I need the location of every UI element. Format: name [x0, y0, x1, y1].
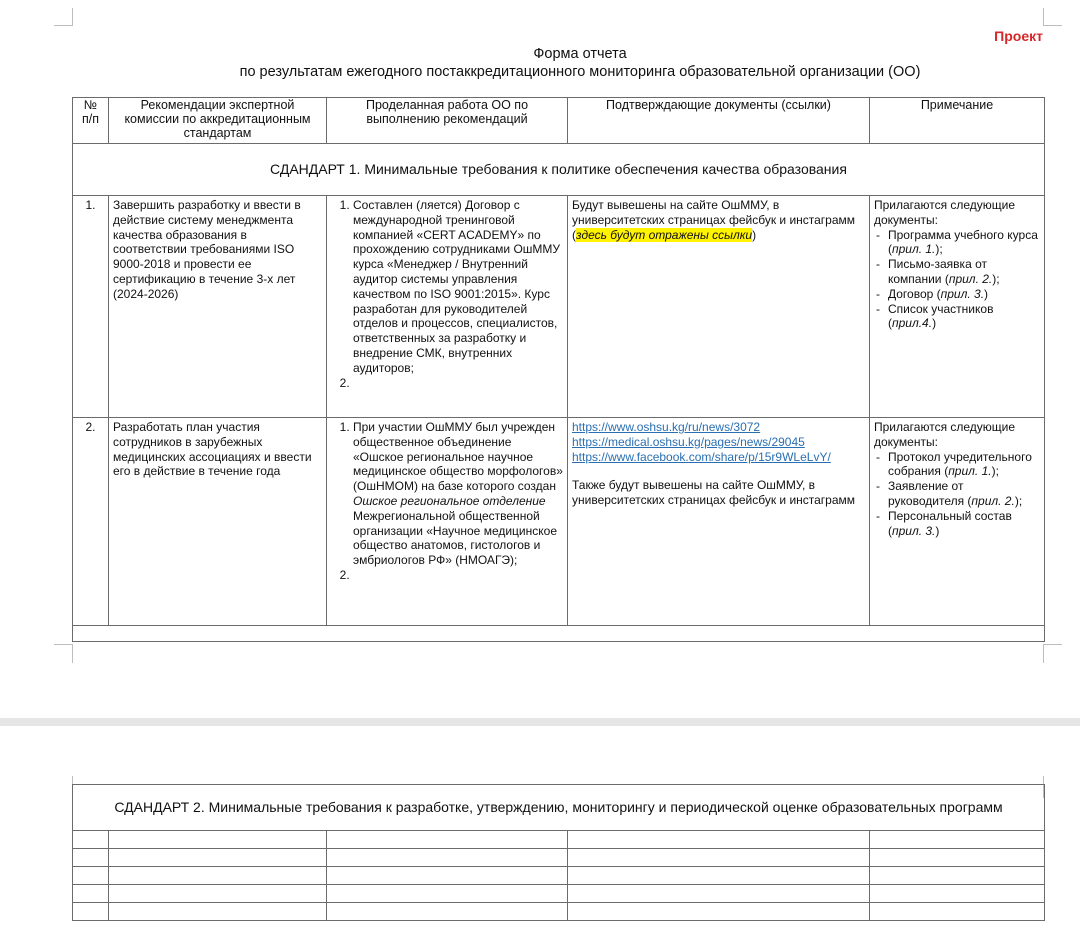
note-item: - Письмо-заявка от компании (прил. 2.); — [888, 257, 1040, 287]
row-number: 1. — [73, 196, 109, 418]
table-header-row — [73, 98, 1045, 144]
header-notes: Примечание — [870, 98, 1045, 144]
note-item: - Заявление от руководителя (прил. 2.); — [888, 479, 1040, 509]
documents-cell: Будут вывешены на сайте ОшММУ, в университетских страницах фейсбук и инстаграмм (здесь будут отражены ссылки) — [568, 196, 870, 418]
documents-text: Будут вывешены на сайте ОшММУ, в университетских страницах фейсбук и инстаграмм — [572, 198, 856, 227]
table-row — [73, 849, 1045, 867]
document-link[interactable]: https://www.oshsu.kg/ru/news/3072 — [572, 420, 761, 434]
note-item: - Договор (прил. 3.) — [888, 287, 1040, 302]
table-row — [73, 831, 1045, 849]
table-row — [73, 885, 1045, 903]
table-row — [73, 196, 1045, 418]
work-done-item-empty — [353, 568, 563, 583]
standard-2-title: СДАНДАРТ 2. Минимальные требования к разработке, утверждению, мониторингу и периодической оценке образовательных программ — [73, 785, 1045, 831]
document-page-2 — [0, 726, 1080, 948]
document-link[interactable]: https://medical.oshsu.kg/pages/news/29045 — [572, 434, 805, 449]
standard-1-title: СДАНДАРТ 1. Минимальные требования к политике обеспечения качества образования — [73, 144, 1045, 196]
note-cell — [870, 196, 1045, 418]
header-number: № п/п — [73, 98, 109, 144]
crop-mark-top-left — [54, 776, 73, 798]
work-done-item: 1. Составлен (ляется) Договор с международной тренинговой компанией «CERT ACADEMY» по прохождению сотрудниками ОшММУ курса «Менеджер / Внутренний аудитор системы управления качеством по ISO 9001:2015». Курс разработан для руководителей отделов и процессов, специалистов, ответственных за разработку и внедрение СМК, внутренних аудиторов; — [353, 198, 563, 376]
documents-cell — [568, 418, 870, 626]
page-separator — [0, 718, 1080, 726]
work-done-item: 1. При участии ОшММУ был учрежден общественное объединение «Ошское региональное научное медицинское общество морфологов» (ОшНМОМ) на базе которого создан Ошское региональное отделение Межрегиональной общественной организации «Научное медицинское общество анатомов, гистологов и эмбриологов РФ» (НМОАГЭ); — [353, 420, 563, 568]
recommendation-cell: Разработать план участия сотрудников в зарубежных медицинских ассоциациях и ввести его в действие в течение года — [109, 418, 327, 626]
note-cell — [870, 418, 1045, 626]
report-table-2 — [72, 784, 1045, 921]
header-work-done: Проделанная работа ОО по выполнению рекомендаций — [327, 98, 568, 144]
table-row — [73, 903, 1045, 921]
row-number: 2. — [73, 418, 109, 626]
note-item: - Персональный состав (прил. 3.) — [888, 509, 1040, 539]
recommendation-cell: Завершить разработку и ввести в действие систему менеджмента качества образования в соответствии требованиями ISO 9000-2018 и провести ее сертификацию в течение 3-х лет (2024-2026) — [109, 196, 327, 418]
report-table — [72, 97, 1045, 642]
note-item: - Программа учебного курса (прил. 1.); — [888, 228, 1040, 258]
document-title: Форма отчета — [533, 46, 627, 62]
crop-mark-bottom-left — [54, 644, 73, 663]
note-item: - Список участников (прил.4.) — [888, 302, 1040, 332]
highlighted-placeholder: здесь будут отражены ссылки — [576, 227, 753, 242]
crop-mark-top-right — [1043, 8, 1062, 26]
table-footer-row — [73, 626, 1045, 642]
document-subtitle: по результатам ежегодного постаккредитационного мониторинга образовательной организации (ОО) — [239, 64, 921, 80]
work-done-cell — [327, 196, 568, 418]
documents-text: Также будут вывешены на сайте ОшММУ, в университетских страницах фейсбук и инстаграмм — [572, 478, 856, 508]
table-row — [73, 867, 1045, 885]
work-done-cell — [327, 418, 568, 626]
note-intro: Прилагаются следующие документы: — [874, 198, 1016, 227]
draft-status-label: Проект — [994, 28, 1043, 44]
header-recommendations: Рекомендации экспертной комиссии по аккредитационным стандартам — [109, 98, 327, 144]
work-done-item-empty — [353, 376, 563, 391]
standard-1-row — [73, 144, 1045, 196]
standard-2-row — [73, 785, 1045, 831]
crop-mark-top-right — [1043, 776, 1062, 798]
note-item: - Протокол учредительного собрания (прил. 1.); — [888, 450, 1040, 480]
table-row — [73, 418, 1045, 626]
crop-mark-bottom-right — [1043, 644, 1062, 663]
document-link[interactable]: https://www.facebook.com/share/p/15r9WLeLvY/ — [572, 449, 831, 464]
crop-mark-top-left — [54, 8, 73, 26]
header-documents: Подтверждающие документы (ссылки) — [568, 98, 870, 144]
note-intro: Прилагаются следующие документы: — [874, 420, 1016, 449]
